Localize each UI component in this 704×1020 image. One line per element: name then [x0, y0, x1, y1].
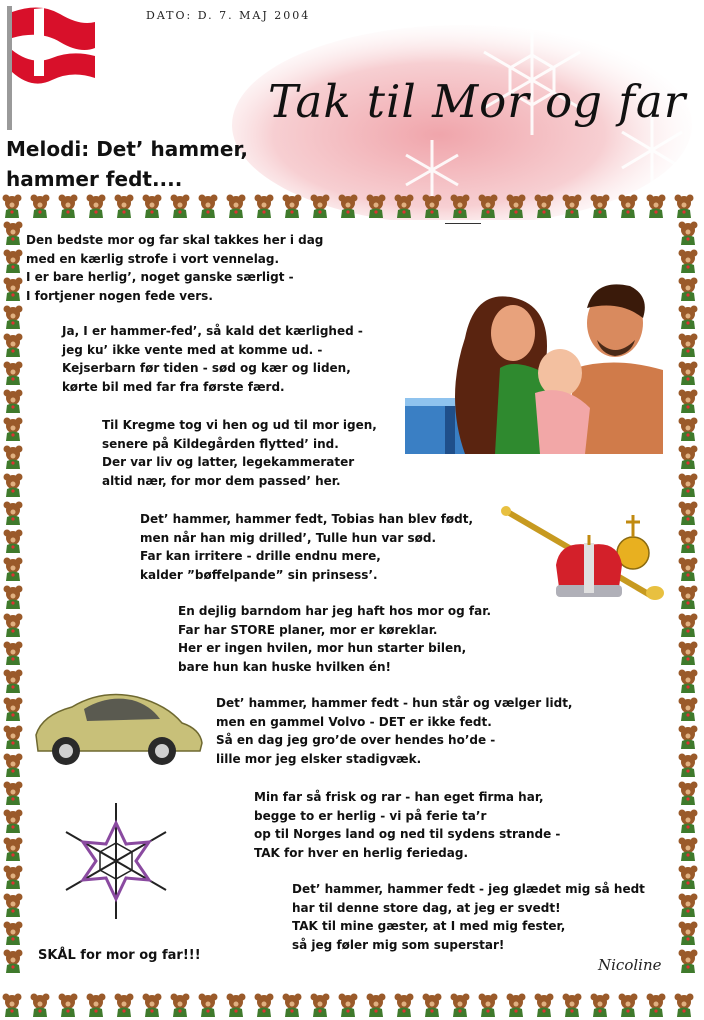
- bear-border-icon: [676, 920, 702, 946]
- bear-border-icon: [676, 752, 702, 778]
- melody-line-1: Melodi: Det’ hammer,: [6, 137, 248, 161]
- bear-border-icon: [1, 752, 27, 778]
- lyric-line: jeg ku’ ikke vente med at komme ud. -: [62, 342, 323, 357]
- bear-border-icon: [644, 193, 670, 219]
- stanza-1: [26, 231, 323, 305]
- lyric-line: med en kærlig strofe i vort vennelag.: [26, 251, 280, 266]
- bear-border-icon: [448, 193, 474, 219]
- bear-border-icon: [1, 920, 27, 946]
- car-illustration: [32, 685, 204, 770]
- lyric-line: Her er ingen hvilen, mor hun starter bilen,: [178, 641, 467, 655]
- lyric-line: Min far så frisk og rar - han eget firma har,: [254, 790, 544, 804]
- bear-border-icon: [168, 992, 194, 1018]
- closing-toast: SKÅL for mor og far!!!: [38, 948, 201, 963]
- bear-border-icon: [504, 193, 530, 219]
- lyric-line: Til Kregme tog vi hen og ud til mor igen,: [102, 418, 377, 432]
- lyric-line: kalder ”bøffelpande” sin prinsess’.: [140, 567, 378, 582]
- bear-border-icon: [588, 992, 614, 1018]
- bear-border-icon: [168, 193, 194, 219]
- bear-border-icon: [112, 992, 138, 1018]
- bear-border-icon: [1, 472, 27, 498]
- bear-border-icon: [676, 668, 702, 694]
- lyric-line: bare hun kan huske hvilken én!: [178, 659, 391, 674]
- bear-border-icon: [308, 992, 334, 1018]
- stanza-4: [140, 510, 473, 584]
- bear-border-icon: [392, 992, 418, 1018]
- lyric-line: Så en dag jeg gro’de over hendes ho’de -: [216, 733, 496, 747]
- bear-border-icon: [196, 992, 222, 1018]
- lyric-line: senere på Kildegården flytted’ ind.: [102, 436, 339, 451]
- bear-border-top: [0, 190, 704, 222]
- bear-border-icon: [1, 640, 27, 666]
- lyric-line: Ja, I er hammer-fed’, så kald det kærlighed -: [62, 324, 363, 338]
- lyric-line: op til Norges land og ned til sydens strande -: [254, 827, 561, 841]
- lyric-line: kørte bil med far fra første færd.: [62, 379, 285, 394]
- bear-border-icon: [676, 808, 702, 834]
- bear-border-icon: [336, 193, 362, 219]
- bear-border-icon: [1, 304, 27, 330]
- bear-border-icon: [1, 864, 27, 890]
- bear-border-icon: [1, 388, 27, 414]
- bear-border-icon: [476, 193, 502, 219]
- stanza-8: [292, 880, 645, 954]
- bear-border-icon: [676, 640, 702, 666]
- bear-border-icon: [224, 992, 250, 1018]
- lyric-line: Far har STORE planer, mor er køreklar.: [178, 622, 438, 637]
- bear-border-icon: [476, 992, 502, 1018]
- lyric-line: I fortjener nogen fede vers.: [26, 288, 213, 303]
- melody-heading: [6, 134, 256, 194]
- lyric-line: Den bedste mor og far skal takkes her i dag: [26, 233, 324, 247]
- lyric-line: Kejserbarn før tiden - sød og kær og liden,: [62, 361, 351, 375]
- bear-border-icon: [676, 556, 702, 582]
- bear-border-icon: [676, 500, 702, 526]
- bear-border-icon: [676, 444, 702, 470]
- bear-border-icon: [1, 780, 27, 806]
- lyric-line: Det’ hammer, hammer fedt - jeg glædet mig så hedt: [292, 882, 645, 896]
- bear-border-icon: [1, 528, 27, 554]
- bear-border-icon: [280, 992, 306, 1018]
- bear-border-icon: [1, 668, 27, 694]
- lyric-line: begge to er herlig - vi på ferie ta’r: [254, 808, 487, 823]
- bear-border-icon: [56, 193, 82, 219]
- bear-border-icon: [676, 780, 702, 806]
- bear-border-icon: [676, 360, 702, 386]
- bear-border-icon: [676, 276, 702, 302]
- bear-border-icon: [196, 193, 222, 219]
- bear-border-icon: [140, 193, 166, 219]
- bear-border-icon: [560, 193, 586, 219]
- bear-border-icon: [224, 193, 250, 219]
- crown-and-orb-icon: [500, 505, 668, 605]
- bear-border-icon: [560, 992, 586, 1018]
- stanza-2: [62, 322, 363, 396]
- bear-border-icon: [676, 416, 702, 442]
- lyric-line: så jeg føler mig som superstar!: [292, 937, 505, 952]
- bear-border-icon: [616, 992, 642, 1018]
- bear-border-icon: [280, 193, 306, 219]
- bear-border-icon: [676, 388, 702, 414]
- bear-border-icon: [676, 612, 702, 638]
- stanza-6: [216, 694, 573, 768]
- bear-border-icon: [1, 360, 27, 386]
- bear-border-icon: [676, 864, 702, 890]
- lyric-line: men når han mig drilled’, Tulle hun var sød.: [140, 530, 437, 545]
- family-illustration: [405, 278, 663, 456]
- bear-border-icon: [676, 528, 702, 554]
- bear-border-icon: [364, 992, 390, 1018]
- lyric-line: altid nær, for mor dem passed’ her.: [102, 473, 341, 488]
- bear-border-icon: [676, 248, 702, 274]
- bear-border-icon: [252, 992, 278, 1018]
- bear-border-icon: [1, 948, 27, 974]
- bear-border-icon: [1, 500, 27, 526]
- bear-border-icon: [676, 696, 702, 722]
- bear-border-icon: [1, 892, 27, 918]
- bear-border-icon: [1, 248, 27, 274]
- bear-border-icon: [112, 193, 138, 219]
- bear-border-icon: [1, 444, 27, 470]
- lyric-line: Det’ hammer, hammer fedt, Tobias han blev født,: [140, 512, 474, 526]
- bear-border-icon: [56, 992, 82, 1018]
- bear-border-icon: [1, 808, 27, 834]
- lyric-line: Far kan irritere - drille endnu mere,: [140, 549, 381, 563]
- bear-border-icon: [364, 193, 390, 219]
- bear-border-icon: [532, 992, 558, 1018]
- bear-border-icon: [532, 193, 558, 219]
- lyric-line: TAK for hver en herlig feriedag.: [254, 845, 468, 860]
- danish-flag-icon: [0, 0, 100, 130]
- bear-border-icon: [1, 276, 27, 302]
- bear-border-icon: [676, 892, 702, 918]
- lyric-line: har til denne store dag, at jeg er svedt!: [292, 900, 561, 915]
- lyric-line: En dejlig barndom har jeg haft hos mor og far.: [178, 604, 491, 618]
- page-title: Tak til Mor og far: [268, 75, 687, 128]
- lyric-line: Det’ hammer, hammer fedt - hun står og vælger lidt,: [216, 696, 573, 710]
- bear-border-icon: [1, 724, 27, 750]
- bear-border-icon: [676, 948, 702, 974]
- bear-border-icon: [420, 193, 446, 219]
- bear-border-icon: [84, 992, 110, 1018]
- bear-border-left: [0, 190, 28, 1020]
- snowflake-icon: [55, 800, 177, 922]
- bear-border-icon: [616, 193, 642, 219]
- bear-border-icon: [676, 304, 702, 330]
- bear-border-icon: [1, 836, 27, 862]
- bear-border-icon: [448, 992, 474, 1018]
- bear-border-icon: [336, 992, 362, 1018]
- bear-border-icon: [420, 992, 446, 1018]
- bear-border-icon: [676, 220, 702, 246]
- bear-border-icon: [504, 992, 530, 1018]
- bear-border-right: [672, 190, 704, 1020]
- bear-border-icon: [1, 332, 27, 358]
- bear-border-icon: [676, 472, 702, 498]
- stanza-3: [102, 416, 377, 490]
- bear-border-icon: [676, 836, 702, 862]
- stanza-7: [254, 788, 560, 862]
- divider: [445, 223, 481, 224]
- lyric-line: TAK til mine gæster, at I med mig fester,: [292, 919, 566, 933]
- bear-border-icon: [28, 992, 54, 1018]
- bear-border-icon: [392, 193, 418, 219]
- bear-border-bottom: [0, 990, 704, 1020]
- bear-border-icon: [676, 724, 702, 750]
- melody-line-2: hammer fedt....: [6, 167, 183, 191]
- bear-border-icon: [140, 992, 166, 1018]
- bear-border-icon: [676, 584, 702, 610]
- bear-border-icon: [588, 193, 614, 219]
- signature: Nicoline: [598, 956, 662, 974]
- bear-border-icon: [1, 584, 27, 610]
- bear-border-icon: [644, 992, 670, 1018]
- bear-border-icon: [1, 696, 27, 722]
- bear-border-icon: [252, 193, 278, 219]
- lyric-line: lille mor jeg elsker stadigvæk.: [216, 751, 422, 766]
- bear-border-icon: [28, 193, 54, 219]
- bear-border-icon: [1, 612, 27, 638]
- bear-border-icon: [676, 332, 702, 358]
- bear-border-icon: [1, 220, 27, 246]
- bear-border-icon: [84, 193, 110, 219]
- stanza-5: [178, 602, 491, 676]
- bear-border-icon: [308, 193, 334, 219]
- bear-border-icon: [1, 556, 27, 582]
- lyric-line: men en gammel Volvo - DET er ikke fedt.: [216, 714, 492, 729]
- bear-border-icon: [1, 416, 27, 442]
- date-line: DATO: D. 7. MAJ 2004: [146, 9, 311, 22]
- lyric-line: Der var liv og latter, legekammerater: [102, 455, 355, 469]
- lyric-line: I er bare herlig’, noget ganske særligt -: [26, 270, 294, 284]
